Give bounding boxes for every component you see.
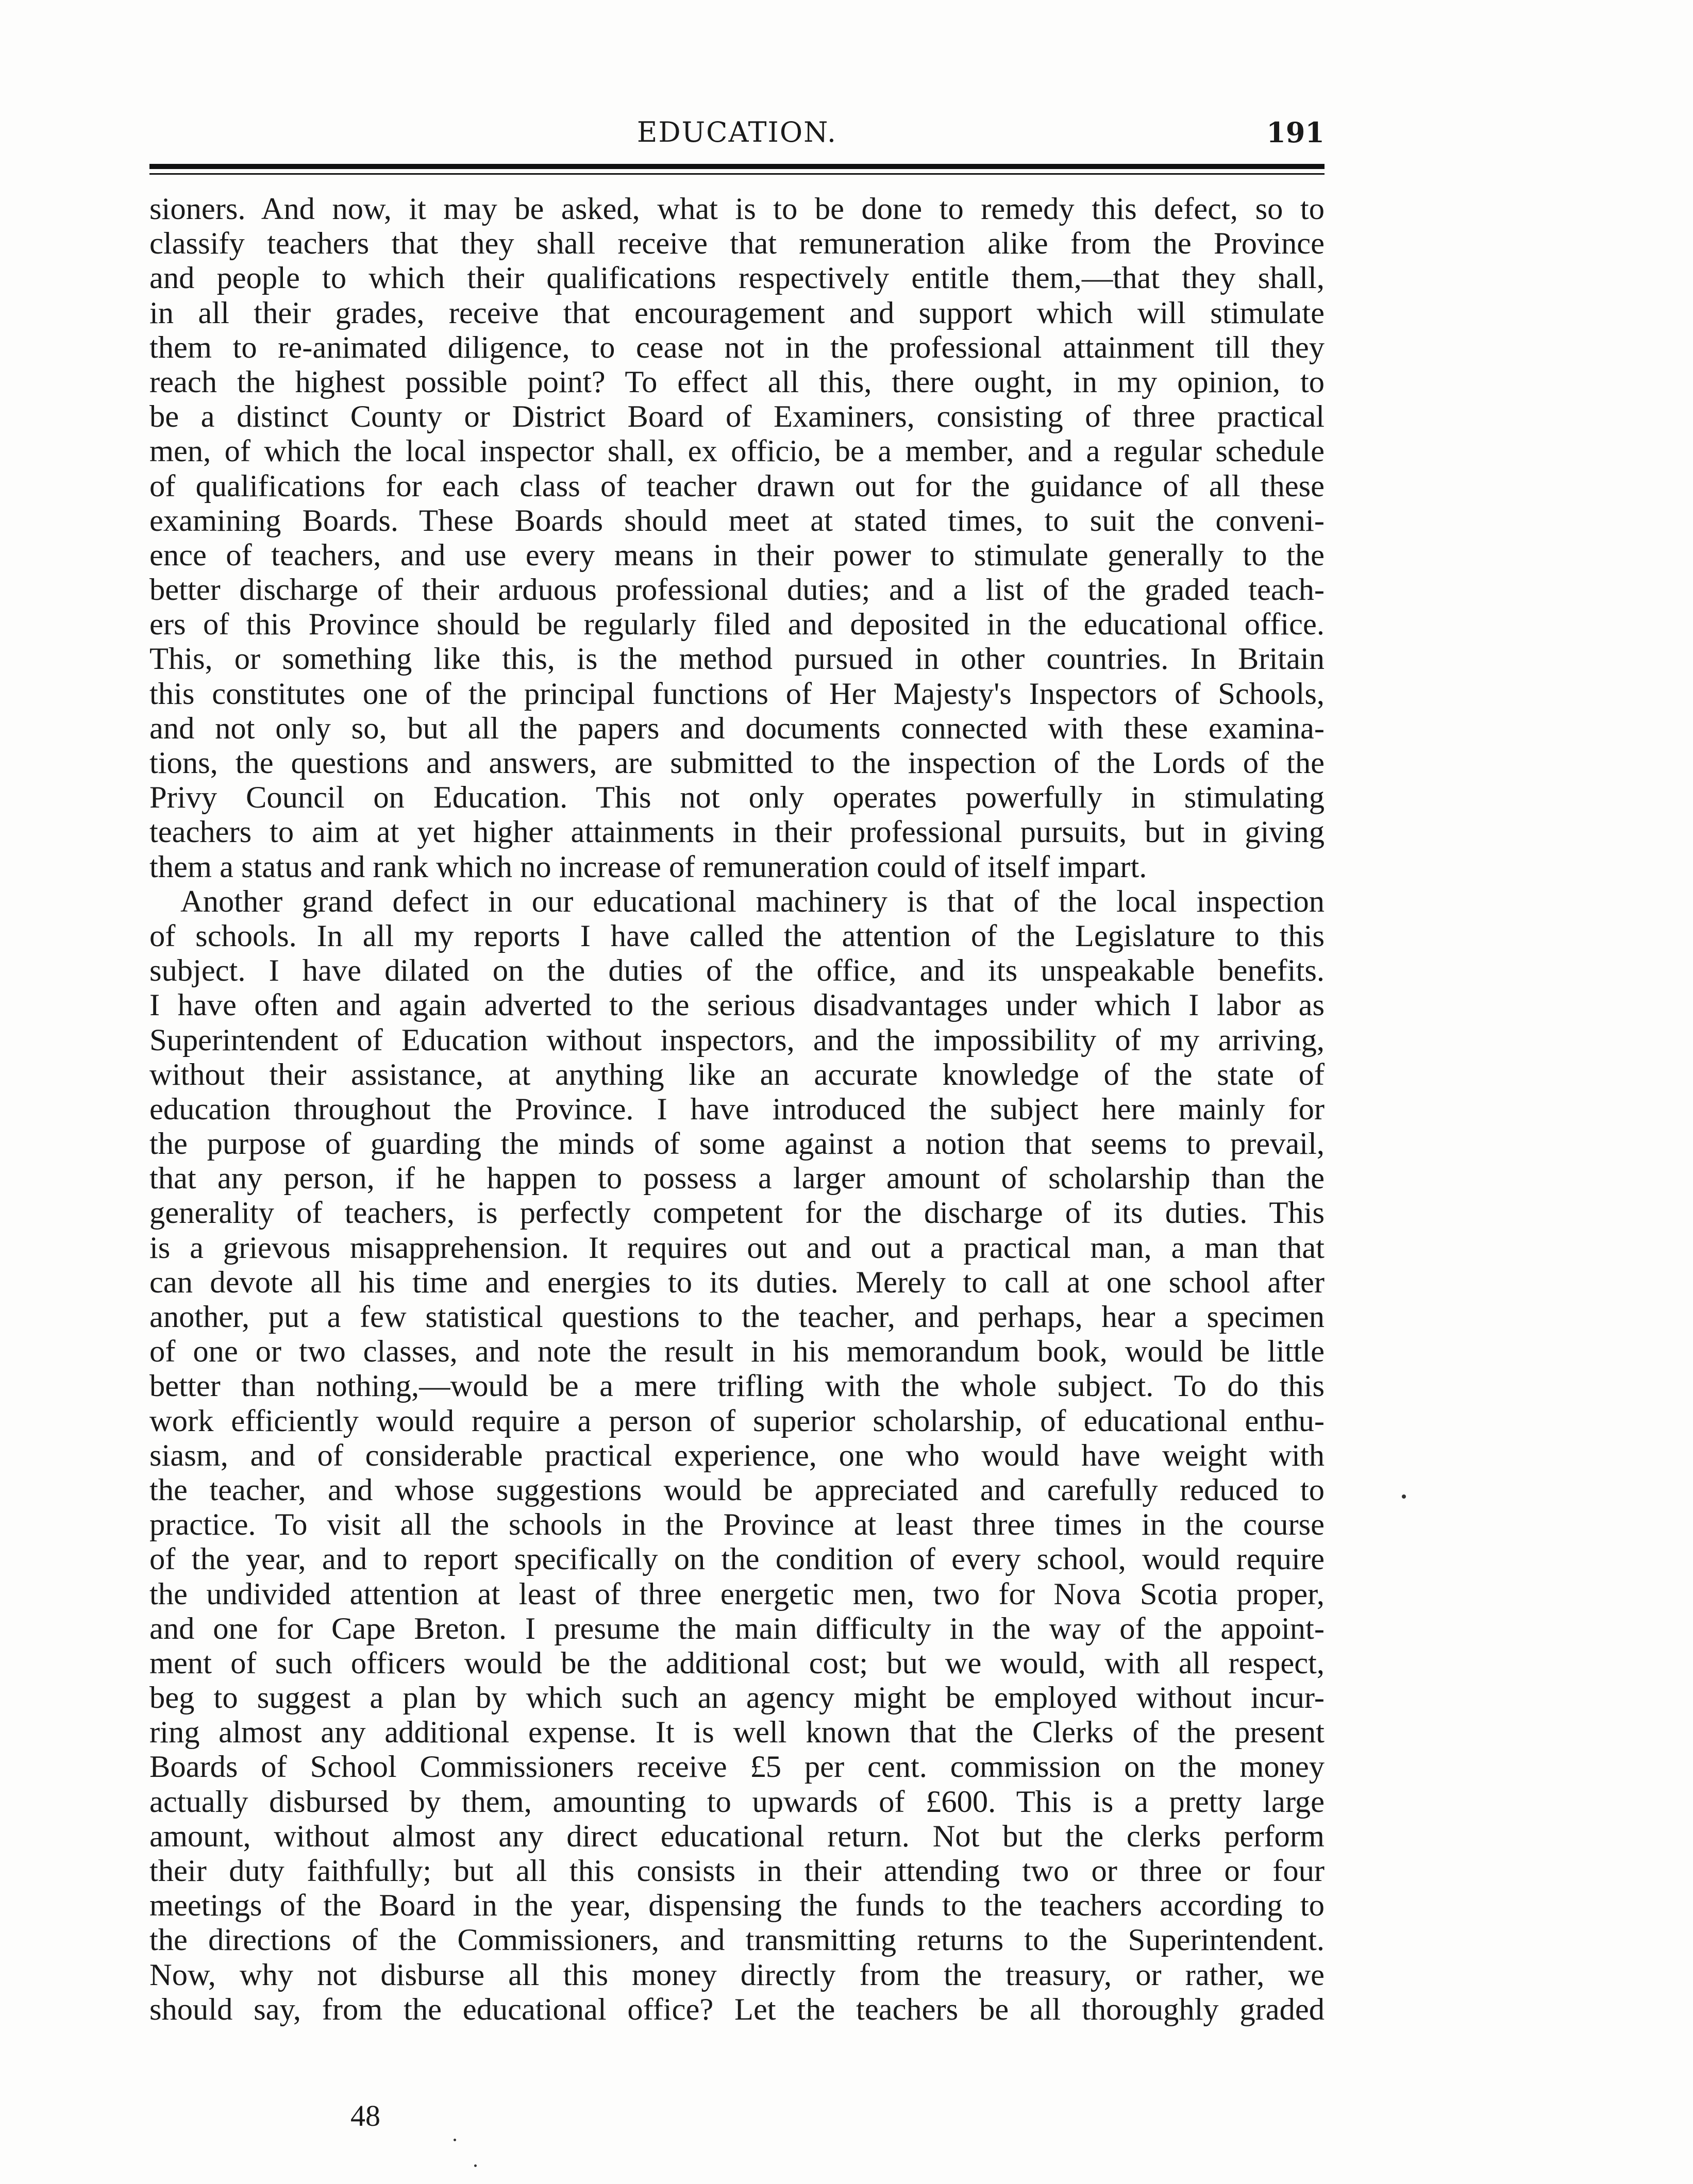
print-speck	[1402, 1494, 1406, 1499]
signature-mark: 48	[350, 2099, 380, 2132]
running-header	[149, 111, 1325, 157]
text-line: of qualifications for each class of teacher drawn out for the guidance of all these	[149, 468, 1325, 503]
text-line: ment of such officers would be the additional cost; but we would, with all respect,	[149, 1645, 1325, 1681]
text-line: them a status and rank which no increase of remuneration could of itself impart.	[149, 849, 1147, 884]
page-number: 191	[1266, 116, 1325, 149]
text-line: their duty faithfully; but all this consists in their attending two or three or four	[149, 1854, 1325, 1888]
text-line: that any person, if he happen to possess a larger amount of scholarship than the	[149, 1161, 1325, 1196]
text-line: the undivided attention at least of three energetic men, two for Nova Scotia proper,	[149, 1576, 1325, 1611]
body-text	[149, 192, 1325, 2027]
text-line: ers of this Province should be regularly filed and deposited in the educational office.	[149, 607, 1325, 642]
text-line: ring almost any additional expense. It is well known that the Clerks of the present	[149, 1715, 1325, 1750]
text-line: another, put a few statistical questions to the teacher, and perhaps, hear a specimen	[149, 1300, 1325, 1334]
text-line: better than nothing,—would be a mere trifling with the whole subject. To do this	[149, 1369, 1325, 1404]
text-line: the directions of the Commissioners, and transmitting returns to the Superintendent.	[149, 1923, 1325, 1958]
text-line: of one or two classes, and note the result in his memorandum book, would be little	[149, 1334, 1325, 1369]
text-line: of the year, and to report specifically on the condition of every school, would require	[149, 1542, 1325, 1577]
text-line: without their assistance, at anything like an accurate knowledge of the state of	[149, 1057, 1325, 1092]
running-title: EDUCATION.	[636, 116, 837, 148]
text-line: education throughout the Province. I have introduced the subject here mainly for	[149, 1091, 1325, 1127]
text-line: ence of teachers, and use every means in their power to stimulate generally to the	[149, 537, 1325, 573]
text-line: them to re-animated diligence, to cease not in the professional attainment till they	[149, 330, 1325, 365]
text-line: of schools. In all my reports I have called the attention of the Legislature to this	[149, 918, 1325, 953]
text-line: amount, without almost any direct educational return. Not but the clerks perform	[149, 1819, 1325, 1854]
text-line: reach the highest possible point? To effect all this, there ought, in my opinion, to	[149, 364, 1325, 399]
text-line: practice. To visit all the schools in the Province at least three times in the course	[149, 1507, 1325, 1542]
text-line: and one for Cape Breton. I presume the main difficulty in the way of the appoint-	[149, 1611, 1325, 1646]
text-line: generality of teachers, is perfectly competent for the discharge of its duties. This	[149, 1196, 1325, 1231]
print-speck	[454, 2139, 456, 2141]
text-line: this constitutes one of the principal functions of Her Majesty's Inspectors of Schools,	[149, 676, 1325, 711]
text-line: and people to which their qualifications respectively entitle them,—that they shall,	[149, 261, 1325, 296]
text-line: better discharge of their arduous professional duties; and a list of the graded teach-	[149, 573, 1325, 608]
text-line: subject. I have dilated on the duties of the office, and its unspeakable benefits.	[149, 953, 1325, 988]
text-line: should say, from the educational office? Let the teachers be all thoroughly graded	[149, 1992, 1325, 2027]
text-line: can devote all his time and energies to its duties. Merely to call at one school after	[149, 1265, 1325, 1300]
header-rule-thick	[149, 164, 1325, 169]
header-rule-thin	[149, 173, 1325, 175]
text-line: Superintendent of Education without inspectors, and the impossibility of my arriving,	[149, 1022, 1325, 1057]
text-line: the teacher, and whose suggestions would be appreciated and carefully reduced to	[149, 1472, 1325, 1507]
text-line: actually disbursed by them, amounting to upwards of £600. This is a pretty large	[149, 1784, 1325, 1819]
text-line: I have often and again adverted to the serious disadvantages under which I labor as	[149, 988, 1325, 1023]
text-line: sioners. And now, it may be asked, what is to be done to remedy this defect, so to	[149, 192, 1325, 226]
text-line: meetings of the Board in the year, dispensing the funds to the teachers according to	[149, 1888, 1325, 1923]
text-line: men, of which the local inspector shall, ex officio, be a member, and a regular schedule	[149, 434, 1325, 469]
text-line: Privy Council on Education. This not only operates powerfully in stimulating	[149, 780, 1325, 815]
text-line: siasm, and of considerable practical experience, one who would have weight with	[149, 1438, 1325, 1473]
text-line: be a distinct County or District Board of Examiners, consisting of three practical	[149, 399, 1325, 434]
text-line: tions, the questions and answers, are submitted to the inspection of the Lords of the	[149, 746, 1325, 780]
text-line: the purpose of guarding the minds of some against a notion that seems to prevail,	[149, 1127, 1325, 1162]
text-line: This, or something like this, is the method pursued in other countries. In Britain	[149, 642, 1325, 677]
text-line: and not only so, but all the papers and documents connected with these examina-	[149, 711, 1325, 746]
text-line: work efficiently would require a person of superior scholarship, of educational enthu-	[149, 1403, 1325, 1438]
text-line: in all their grades, receive that encouragement and support which will stimulate	[149, 295, 1325, 330]
text-line: teachers to aim at yet higher attainments in their professional pursuits, but in giving	[149, 815, 1325, 850]
print-speck	[474, 2164, 477, 2167]
text-line: Boards of School Commissioners receive £5 per cent. commission on the money	[149, 1750, 1325, 1785]
text-line: Now, why not disburse all this money directly from the treasury, or rather, we	[149, 1957, 1325, 1992]
text-line: classify teachers that they shall receive that remuneration alike from the Province	[149, 226, 1325, 261]
text-line: beg to suggest a plan by which such an agency might be employed without incur-	[149, 1681, 1325, 1716]
text-line: examining Boards. These Boards should meet at stated times, to suit the conveni-	[149, 503, 1325, 538]
text-line: is a grievous misapprehension. It requires out and out a practical man, a man that	[149, 1230, 1325, 1265]
text-line: Another grand defect in our educational machinery is that of the local inspection	[180, 884, 1325, 919]
